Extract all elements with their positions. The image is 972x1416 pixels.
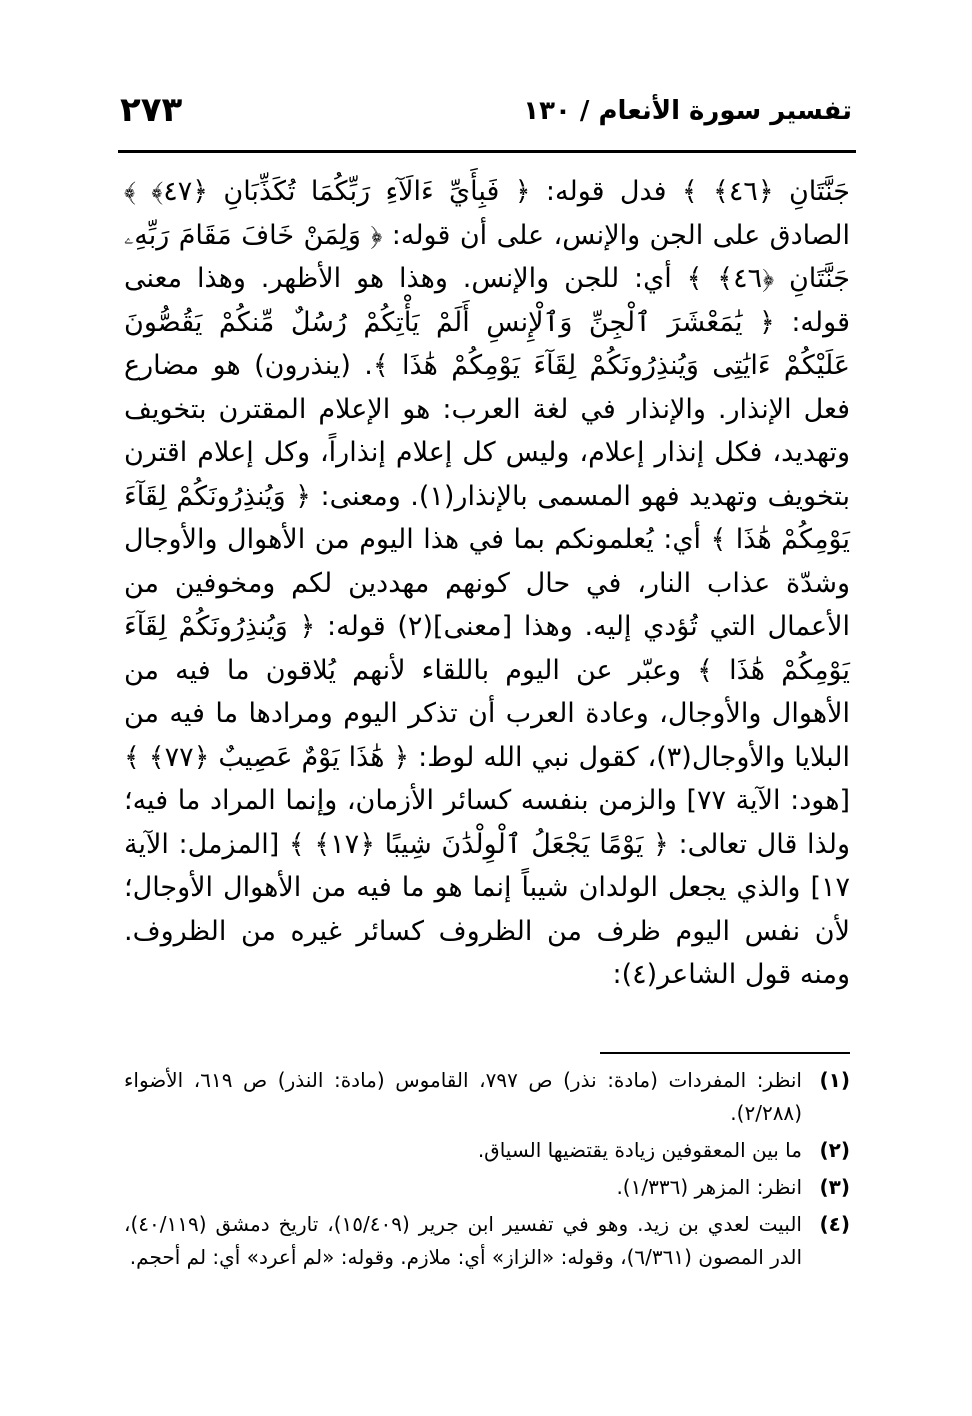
body-text bbox=[124, 170, 850, 997]
footnote-2 bbox=[124, 1134, 850, 1167]
footnote-3 bbox=[124, 1171, 850, 1204]
header-divider bbox=[118, 150, 856, 153]
footnote-text: انظر: المفردات (مادة: نذر) ص ٧٩٧، القاموس (مادة: النذر) ص ٦١٩، الأضواء (٢/٢٨٨). bbox=[124, 1068, 802, 1125]
page-header bbox=[120, 90, 852, 144]
running-title: تفسير سورة الأنعام / ١٣٠ bbox=[523, 96, 852, 126]
footnote-number: (١) bbox=[819, 1068, 850, 1092]
footnote-number: (٢) bbox=[819, 1138, 850, 1162]
footnotes bbox=[124, 1064, 850, 1278]
footnote-4 bbox=[124, 1208, 850, 1274]
body-paragraph: جَنَّتَانِ ﴿٤٦﴾ ﴾ فدل قوله: ﴿ فَبِأَيِّ ءَالَآءِ رَبِّكُمَا تُكَذِّبَانِ ﴿٤٧﴾ ﴾ الصادق على الجن والإنس، على أن قوله: ﴿ وَلِمَنْ خَافَ مَقَامَ رَبِّهِۦ جَنَّتَانِ ﴿٤٦﴾ ﴾ أي: للجن والإنس. وهذا هو الأظهر. وهذا معنى قوله: ﴿ يَٰمَعْشَرَ ٱلْجِنِّ وَٱلْإِنسِ أَلَمْ يَأْتِكُمْ رُسُلٌ مِّنكُمْ يَقُصُّونَ عَلَيْكُمْ ءَايَٰتِى وَيُنذِرُونَكُمْ لِقَآءَ يَوْمِكُمْ هَٰذَا ﴾. (ينذرون) هو مضارع فعل الإنذار. والإنذار في لغة العرب: هو الإعلام المقترن بتخويف وتهديد، فكل إنذار إعلام، وليس كل إعلام إنذاراً، وكل إعلام اقترن بتخويف وتهديد فهو المسمى بالإنذار(١). ومعنى: ﴿ وَيُنذِرُونَكُمْ لِقَآءَ يَوْمِكُمْ هَٰذَا ﴾ أي: يُعلمونكم بما في هذا اليوم من الأهوال والأوجال وشدّة عذاب النار، في حال كونهم مهددين لكم ومخوفين من الأعمال التي تُؤدي إليه. وهذا [معنى](٢) قوله: ﴿ وَيُنذِرُونَكُمْ لِقَآءَ يَوْمِكُمْ هَٰذَا ﴾ وعبّر عن اليوم باللقاء لأنهم يُلاقون ما فيه من الأهوال والأوجال، وعادة العرب أن تذكر اليوم ومرادها ما فيه من البلايا والأوجال(٣)، كقول نبي الله لوط: ﴿ هَٰذَا يَوْمٌ عَصِيبٌ ﴿٧٧﴾ ﴾ [هود: الآية ٧٧] والزمن بنفسه كسائر الأزمان، وإنما المراد ما فيه؛ ولذا قال تعالى: ﴿ يَوْمًا يَجْعَلُ ٱلْوِلْدَٰنَ شِيبًا ﴿١٧﴾ ﴾ [المزمل: الآية ١٧] والذي يجعل الولدان شيباً إنما هو ما فيه من الأهوال الأوجال؛ لأن نفس اليوم ظرف من الظروف كسائر غيره من الظروف. ومنه قول الشاعر(٤): bbox=[124, 176, 850, 990]
footnote-number: (٤) bbox=[819, 1212, 850, 1236]
footnote-text: البيت لعدي بن زيد. وهو في تفسير ابن جرير (١٥/٤٠٩)، تاريخ دمشق (٤٠/١١٩)، الدر المصون (٦/٣٦١)، وقوله: «الزاز» أي: ملازم. وقوله: «لم أعرد» أي: لم أحجم. bbox=[124, 1212, 802, 1269]
footnote-text: ما بين المعقوفين زيادة يقتضيها السياق. bbox=[477, 1138, 802, 1162]
footnote-number: (٣) bbox=[819, 1175, 850, 1199]
footnote-1 bbox=[124, 1064, 850, 1130]
footnote-text: انظر: المزهر (١/٣٣٦). bbox=[616, 1175, 802, 1199]
footnote-divider bbox=[600, 1052, 850, 1054]
page-number: ٢٧٣ bbox=[120, 90, 183, 130]
